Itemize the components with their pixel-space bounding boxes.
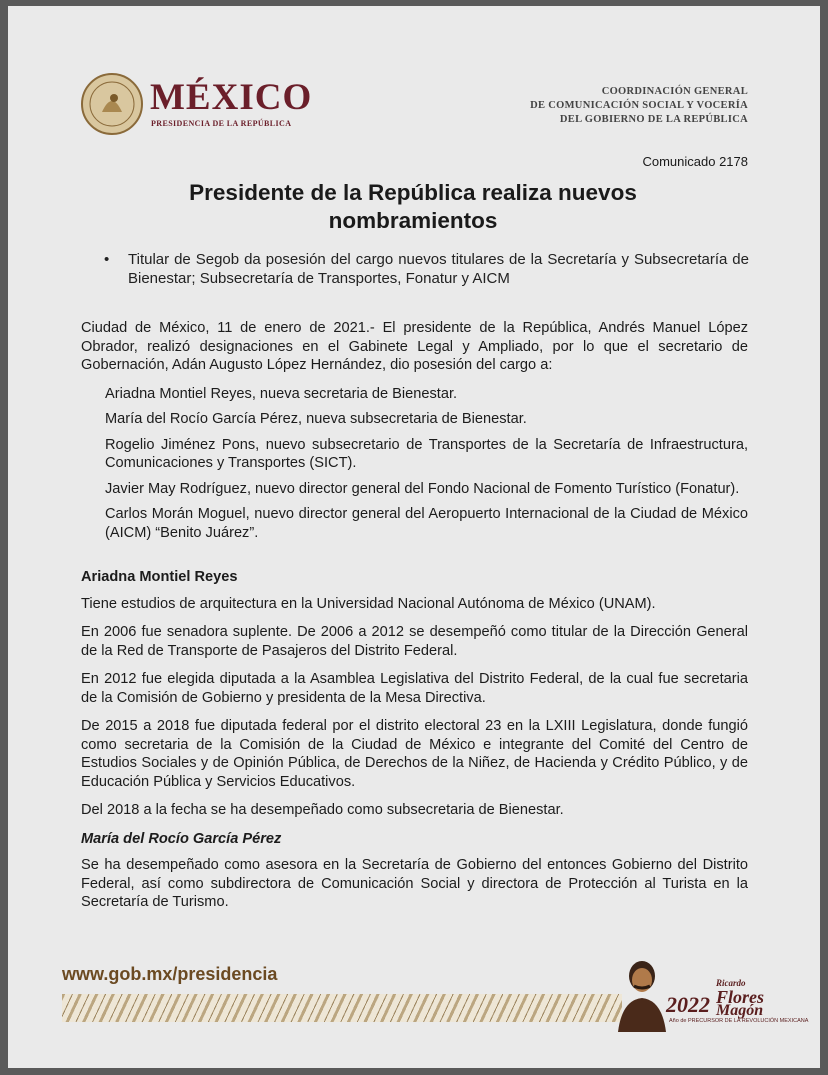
footer-name-first: Ricardo — [716, 978, 746, 988]
footer-name-b: Magón — [716, 1002, 764, 1019]
bio-paragraph: En 2012 fue elegida diputada a la Asamblea Legislativa del Distrito Federal, de la cual fue secretaria de la Comisión de Gobierno y presidenta de la Mesa Directiva. — [81, 671, 748, 706]
summary-bullet — [104, 250, 749, 288]
office-header — [530, 85, 748, 127]
decorative-band — [62, 994, 622, 1022]
bio-paragraph: En 2006 fue senadora suplente. De 2006 a 2012 se desempeñó como titular de la Dirección General de la Red de Transporte de Pasajeros del Distrito Federal. — [81, 624, 748, 659]
document-body — [81, 319, 748, 922]
comunicado-number: Comunicado 2178 — [642, 154, 748, 169]
page-title: Presidente de la República realiza nuevos nombramientos — [189, 180, 637, 233]
bio-heading: María del Rocío García Pérez — [81, 830, 282, 847]
portrait-icon — [612, 956, 668, 1032]
bullet-dot: • — [104, 251, 110, 268]
logo-subtitle: PRESIDENCIA DE LA REPÚBLICA — [151, 119, 292, 128]
footer-year: 2022 — [666, 992, 710, 1017]
appointment-item: Carlos Morán Moguel, nuevo director general del Aeropuerto Internacional de la Ciudad de México (AICM) “Benito Juárez”. — [105, 506, 748, 541]
office-line: COORDINACIÓN GENERAL — [601, 86, 748, 97]
bio-paragraph: Del 2018 a la fecha se ha desempeñado como subsecretaria de Bienestar. — [81, 802, 564, 818]
logo-wordmark: MÉXICO — [150, 77, 313, 118]
document-page — [8, 6, 820, 1068]
bio-heading: Ariadna Montiel Reyes — [81, 569, 238, 585]
footer-url[interactable]: www.gob.mx/presidencia — [62, 964, 278, 984]
bio-paragraph: Tiene estudios de arquitectura en la Universidad Nacional Autónoma de México (UNAM). — [81, 595, 656, 612]
appointment-item: Ariadna Montiel Reyes, nueva secretaria de Bienestar. — [105, 385, 458, 402]
intro-paragraph: Ciudad de México, 11 de enero de 2021.- El presidente de la República, Andrés Manuel López Obrador, realizó designaciones en el Gabinete Legal y Ampliado, por lo que el secretario de Gobernación, Adán Augusto López Hernández, dio posesión del cargo a: — [81, 320, 748, 373]
footer-year-small: Año de — [669, 1018, 687, 1024]
bullet-text: Titular de Segob da posesión del cargo nuevos titulares de la Secretaría y Subsecretaría de Bienestar; Subsecretaría de Transportes, Fonatur y AICM — [128, 251, 749, 287]
coat-of-arms-icon — [80, 72, 144, 136]
office-line: DEL GOBIERNO DE LA REPÚBLICA — [559, 114, 748, 125]
appointment-item: María del Rocío García Pérez, nueva subsecretaria de Bienestar. — [105, 411, 527, 427]
footer-tagline-text: PRECURSOR DE LA REVOLUCIÓN MEXICANA — [687, 1018, 809, 1024]
bio-paragraph: De 2015 a 2018 fue diputada federal por el distrito electoral 23 en la LXIII Legislatura, donde fungió como secretaria de la Comisión de la Ciudad de México e integrante del Comité del Centro de Estudios Sociales y de Opinión Pública, de Derechos de la Niñez, de Hacienda y Crédito Público, y de Educación Pública y Servicios Educativos. — [81, 718, 748, 790]
footer-commemoration — [716, 976, 764, 1018]
bio-paragraph: Se ha desempeñado como asesora en la Secretaría de Gobierno del entonces Gobierno del Distrito Federal, así como subdirectora de Comunicación Social y directora de Protección al Turista en la Secretaría de Turismo. — [81, 857, 748, 910]
appointment-item: Javier May Rodríguez, nuevo director general del Fondo Nacional de Fomento Turístico (Fonatur). — [105, 480, 740, 497]
footer-tagline — [669, 1018, 808, 1024]
footer-name-a: Flores — [716, 987, 765, 1007]
office-line: DE COMUNICACIÓN SOCIAL Y VOCERÍA — [530, 100, 748, 111]
appointment-item: Rogelio Jiménez Pons, nuevo subsecretario de Transportes de la Secretaría de Infraestructura, Comunicaciones y Transportes (SICT). — [105, 436, 748, 471]
